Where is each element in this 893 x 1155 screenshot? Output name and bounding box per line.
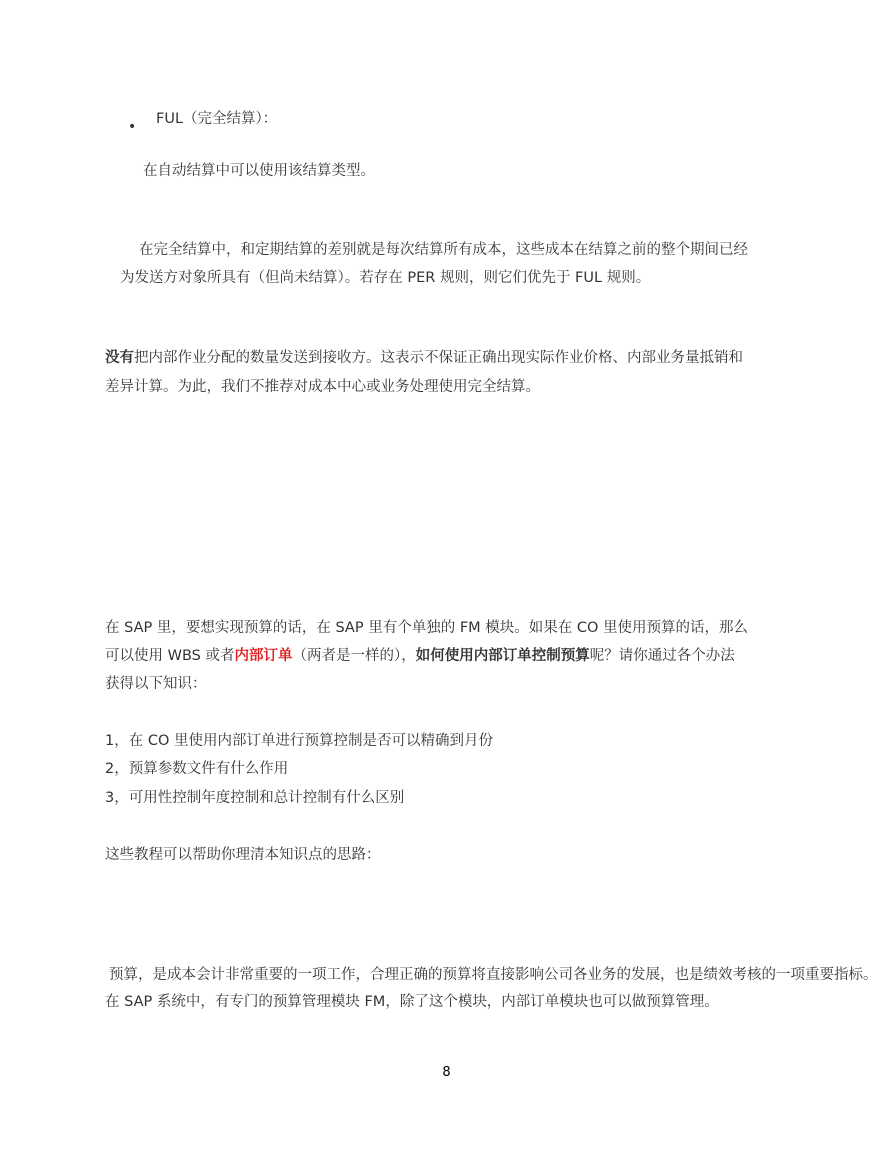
ful-bullet-title: FUL（完全结算）： — [156, 111, 278, 127]
ful-description-line1: 在完全结算中，和定期结算的差别就是每次结算所有成本，这些成本在结算之前的整个期间已经 — [139, 242, 748, 258]
question-item-1: 1，在 CO 里使用内部订单进行预算控制是否可以精确到月份 — [105, 733, 493, 749]
notice-line2: 差异计算。为此，我们不推荐对成本中心或业务处理使用完全结算。 — [105, 379, 540, 395]
budget-intro-line2-middle: （两者是一样的）， — [292, 648, 416, 664]
ful-auto-settlement-text: 在自动结算中可以使用该结算类型。 — [143, 163, 375, 179]
budget-intro-line3: 获得以下知识： — [105, 676, 207, 692]
notice-line1-text: 把内部作业分配的数量发送到接收方。这表示不保证正确出现实际作业价格、内部业务量抵销和 — [134, 350, 743, 366]
question-item-2: 2，预算参数文件有什么作用 — [105, 761, 289, 777]
budget-intro-line2-end: 呢？请你通过各个办法 — [589, 648, 735, 664]
internal-order-highlight: 内部订单 — [234, 648, 293, 664]
budget-intro-line2-start: 可以使用 WBS 或者 — [105, 648, 235, 664]
bullet-dot-icon: • — [128, 119, 137, 135]
ful-description-line2: 为发送方对象所具有（但尚未结算）。若存在 PER 规则，则它们优先于 FUL 规则。 — [120, 270, 651, 286]
notice-line1 — [105, 348, 743, 368]
budget-control-question-bold: 如何使用内部订单控制预算 — [415, 648, 590, 664]
page-number: 8 — [442, 1065, 451, 1080]
budget-intro-line2 — [105, 646, 735, 666]
question-item-3: 3，可用性控制年度控制和总计控制有什么区别 — [105, 790, 405, 806]
notice-bold-word: 没有 — [105, 350, 134, 366]
budget-intro-line1: 在 SAP 里，要想实现预算的话，在 SAP 里有个单独的 FM 模块。如果在 CO 里使用预算的话，那么 — [105, 620, 749, 636]
budget-para-line2: 在 SAP 系统中，有专门的预算管理模块 FM，除了这个模块，内部订单模块也可以做预算管理。 — [105, 994, 719, 1010]
tutorial-note: 这些教程可以帮助你理清本知识点的思路： — [105, 847, 381, 863]
budget-para-line1: 预算，是成本会计非常重要的一项工作，合理正确的预算将直接影响公司各业务的发展，也是绩效考核的一项重要指标。 — [109, 967, 878, 983]
